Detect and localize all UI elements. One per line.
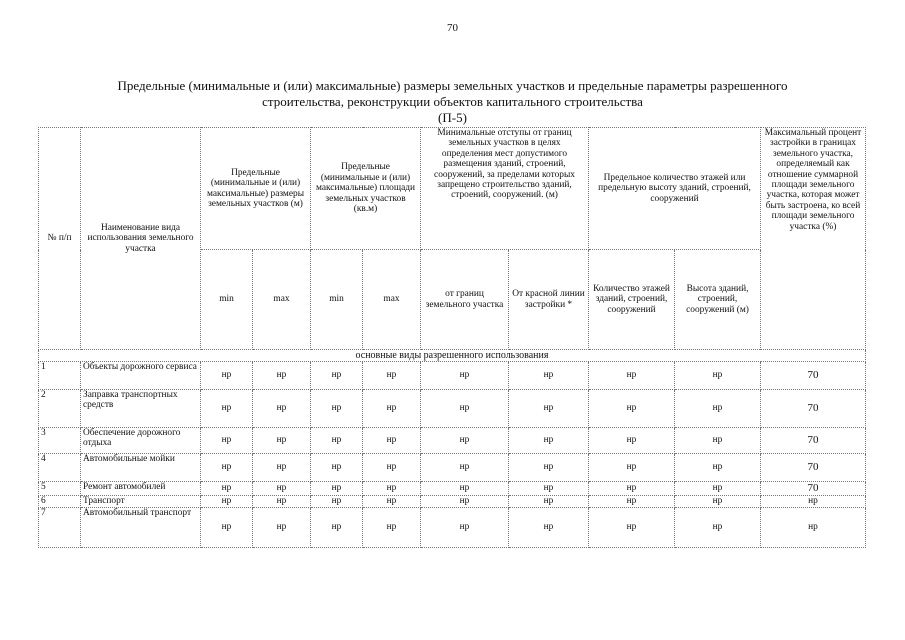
cell-size-min: нр [201, 482, 253, 496]
cell-floors-count: нр [589, 482, 675, 496]
cell-area-min: нр [311, 482, 363, 496]
title-line-3: (П-5) [438, 110, 467, 125]
cell-coverage: 70 [761, 428, 866, 454]
header-size-min: min [201, 250, 253, 350]
cell-floors-count: нр [589, 390, 675, 428]
row-num: 2 [39, 390, 81, 428]
header-num: № п/п [39, 128, 81, 350]
cell-from-border: нр [421, 390, 509, 428]
header-floors-count: Количество этажей зданий, строений, сооружений [589, 250, 675, 350]
cell-from-red-line: нр [509, 482, 589, 496]
cell-size-min: нр [201, 428, 253, 454]
header-from-border: от границ земельного участка [421, 250, 509, 350]
cell-size-min: нр [201, 362, 253, 390]
cell-area-min: нр [311, 454, 363, 482]
cell-area-max: нр [363, 390, 421, 428]
cell-from-border: нр [421, 482, 509, 496]
cell-size-min: нр [201, 496, 253, 508]
cell-height: нр [675, 508, 761, 548]
header-area-min: min [311, 250, 363, 350]
cell-size-max: нр [253, 482, 311, 496]
row-name: Автомобильные мойки [81, 454, 201, 482]
table-row [39, 496, 866, 508]
cell-size-max: нр [253, 454, 311, 482]
cell-from-border: нр [421, 508, 509, 548]
header-floors-group: Предельное количество этажей или предельную высоту зданий, строений, сооружений [589, 128, 761, 250]
cell-from-red-line: нр [509, 508, 589, 548]
cell-from-red-line: нр [509, 428, 589, 454]
cell-area-max: нр [363, 362, 421, 390]
title-line-2: строительства, реконструкции объектов капитального строительства [262, 94, 643, 109]
page-number: 70 [447, 22, 458, 34]
cell-coverage: 70 [761, 362, 866, 390]
cell-floors-count: нр [589, 496, 675, 508]
row-num: 3 [39, 428, 81, 454]
cell-coverage: нр [761, 508, 866, 548]
table-row [39, 428, 866, 454]
row-name: Транспорт [81, 496, 201, 508]
cell-area-min: нр [311, 362, 363, 390]
row-num: 4 [39, 454, 81, 482]
header-size-group: Предельные (минимальные и (или) максимальные) размеры земельных участков (м) [201, 128, 311, 250]
cell-area-min: нр [311, 508, 363, 548]
table-row [39, 390, 866, 428]
cell-size-max: нр [253, 496, 311, 508]
cell-area-min: нр [311, 428, 363, 454]
cell-height: нр [675, 362, 761, 390]
row-num: 7 [39, 508, 81, 548]
cell-from-red-line: нр [509, 362, 589, 390]
section-title: основные виды разрешенного использования [39, 350, 866, 362]
cell-area-min: нр [311, 390, 363, 428]
cell-area-max: нр [363, 454, 421, 482]
cell-floors-count: нр [589, 454, 675, 482]
row-num: 6 [39, 496, 81, 508]
header-area-max: max [363, 250, 421, 350]
parameters-table-wrapper [38, 127, 865, 548]
table-row [39, 482, 866, 496]
cell-from-red-line: нр [509, 496, 589, 508]
cell-height: нр [675, 454, 761, 482]
header-area-group: Предельные (минимальные и (или) максимальные) площади земельных участков (кв.м) [311, 128, 421, 250]
cell-size-max: нр [253, 390, 311, 428]
header-setback-group: Минимальные отступы от границ земельных участков в целях определения мест допустимого размещения зданий, строений, сооружений, за пределами которых запрещено строительство зданий, строений, сооружений. (м) [421, 128, 589, 250]
cell-height: нр [675, 390, 761, 428]
cell-size-min: нр [201, 390, 253, 428]
cell-size-max: нр [253, 362, 311, 390]
row-name: Ремонт автомобилей [81, 482, 201, 496]
cell-size-max: нр [253, 508, 311, 548]
cell-size-min: нр [201, 454, 253, 482]
document-title [60, 78, 845, 126]
cell-area-max: нр [363, 482, 421, 496]
parameters-table [38, 127, 866, 548]
row-name: Объекты дорожного сервиса [81, 362, 201, 390]
cell-area-max: нр [363, 496, 421, 508]
cell-floors-count: нр [589, 508, 675, 548]
cell-from-border: нр [421, 428, 509, 454]
cell-coverage: 70 [761, 454, 866, 482]
cell-height: нр [675, 496, 761, 508]
cell-height: нр [675, 482, 761, 496]
cell-coverage: 70 [761, 482, 866, 496]
table-row [39, 362, 866, 390]
cell-floors-count: нр [589, 428, 675, 454]
cell-size-max: нр [253, 428, 311, 454]
cell-from-red-line: нр [509, 390, 589, 428]
cell-from-red-line: нр [509, 454, 589, 482]
cell-size-min: нр [201, 508, 253, 548]
header-coverage: Максимальный процент застройки в границах земельного участка, определяемый как отношение суммарной площади земельного участка, которая может быть застроена, ко всей площади земельного участка (%) [761, 128, 866, 350]
header-size-max: max [253, 250, 311, 350]
header-height: Высота зданий, строений, сооружений (м) [675, 250, 761, 350]
cell-from-border: нр [421, 362, 509, 390]
cell-floors-count: нр [589, 362, 675, 390]
cell-from-border: нр [421, 454, 509, 482]
cell-coverage: нр [761, 496, 866, 508]
row-num: 1 [39, 362, 81, 390]
cell-coverage: 70 [761, 390, 866, 428]
cell-area-max: нр [363, 428, 421, 454]
table-row [39, 508, 866, 548]
cell-height: нр [675, 428, 761, 454]
row-num: 5 [39, 482, 81, 496]
row-name: Автомобильный транспорт [81, 508, 201, 548]
table-row [39, 454, 866, 482]
cell-area-max: нр [363, 508, 421, 548]
header-name: Наименование вида использования земельного участка [81, 128, 201, 350]
row-name: Обеспечение дорожного отдыха [81, 428, 201, 454]
title-line-1: Предельные (минимальные и (или) максимальные) размеры земельных участков и предельные параметры разрешенного [117, 78, 788, 93]
cell-area-min: нр [311, 496, 363, 508]
cell-from-border: нр [421, 496, 509, 508]
row-name: Заправка транспортных средств [81, 390, 201, 428]
header-from-red-line: От красной линии застройки * [509, 250, 589, 350]
